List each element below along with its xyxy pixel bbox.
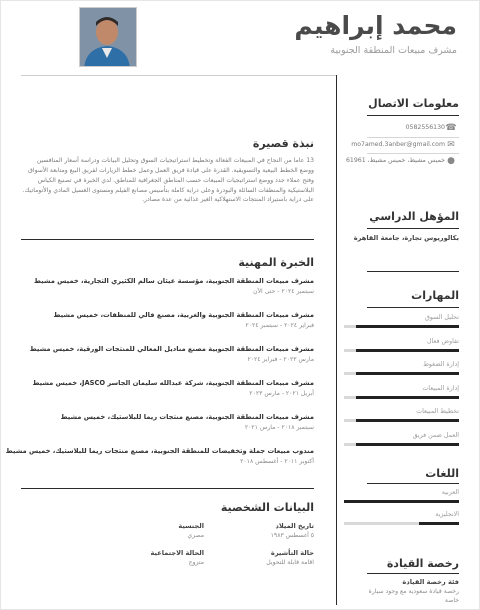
languages-rule <box>367 483 459 484</box>
license-detail: رخصة قيادة سعودية مع وجود سيارة خاصة <box>368 588 459 605</box>
column-divider <box>336 75 337 605</box>
skill-level-fill <box>356 372 460 375</box>
job-title: مشرف مبيعات المنطقة الجنوبية والغربية، مصنع فالي للمنظفات، خميس مشيط <box>53 311 314 319</box>
contact-address: خميس مشيط، خميس مشيط، 61961 <box>345 157 445 164</box>
job-dates: أبريل ٢٠٢١ - مارس ٢٠٢٣ <box>249 390 314 397</box>
email-icon: ✉ <box>447 140 455 150</box>
skill-level-fill <box>356 396 460 399</box>
skills-heading: المهارات <box>411 289 459 302</box>
language-level-fill <box>419 522 459 525</box>
license-type: فئة رخصة القيادة <box>402 578 459 586</box>
phone-icon: ☎ <box>445 123 457 133</box>
summary-rule <box>21 239 314 240</box>
skill-label: تحليل السوق <box>425 314 459 321</box>
skill-label: تفاوض فعال <box>426 337 459 345</box>
visa-status-label: حالة التأشيرة <box>270 549 314 557</box>
skill-level-fill <box>356 419 460 422</box>
contact-separator <box>367 137 459 138</box>
marital-status-value: متزوج <box>188 559 204 566</box>
birth-date-label: تاريخ الميلاد <box>275 522 314 530</box>
skill-level-bar <box>344 372 459 375</box>
candidate-job-title: مشرف مبيعات المنطقة الجنوبية <box>330 45 457 56</box>
marital-status-label: الحالة الاجتماعية <box>150 549 204 557</box>
language-level-bar <box>344 500 459 503</box>
skill-label: إدارة المبيعات <box>422 384 459 392</box>
skill-level-fill <box>356 443 460 446</box>
skill-level-fill <box>356 325 460 328</box>
license-heading: رخصة القيادة <box>386 557 459 570</box>
job-dates: سبتمبر ٢٠٢٤ - حتى الآن <box>253 288 314 295</box>
skill-level-bar <box>344 443 459 446</box>
language-level-bar <box>344 522 459 525</box>
skill-level-bar <box>344 396 459 399</box>
language-level-fill <box>344 500 459 503</box>
profile-photo-image <box>79 8 136 67</box>
skill-level-bar <box>344 419 459 422</box>
skills-rule <box>367 307 459 308</box>
job-dates: فبراير ٢٠٢٤ - سبتمبر ٢٠٢٤ <box>245 322 314 329</box>
skill-level-bar <box>344 349 459 352</box>
education-bottom-rule <box>367 271 459 272</box>
languages-heading: اللغات <box>425 467 459 480</box>
experience-rule <box>21 488 314 489</box>
skill-label: تخطيط المبيعات <box>416 408 459 415</box>
language-label: الانجليزية <box>435 511 459 518</box>
education-rule <box>367 228 459 229</box>
job-title: مشرف مبيعات المنطقة الجنوبية، مؤسسة عيثان سالم الكثيري التجارية، خميس مشيط <box>34 277 314 285</box>
job-dates: أكتوبر ٢٠١١ - أغسطس ٢٠١٨ <box>240 458 314 465</box>
job-title: مشرف مبيعات المنطقة الجنوبية، مصنع منتجات ريما للبلاستيك، خميس مشيط <box>60 413 314 421</box>
location-icon: ● <box>447 156 455 166</box>
nationality-value: مصري <box>187 532 204 539</box>
header-divider <box>21 75 337 76</box>
skill-label: إدارة الضغوط <box>423 361 459 368</box>
job-title: مشرف مبيعات المنطقة الجنوبية، شركة عبدالله سليمان الجاسر JASCO، خميس مشيط <box>32 379 314 387</box>
summary-heading: نبذة قصيرة <box>252 137 314 150</box>
job-dates: سبتمبر ٢٠١٨ - مارس ٢٠٢١ <box>244 424 314 431</box>
license-rule <box>367 573 459 574</box>
contact-email[interactable]: mo7amed.3anber@gmail.com <box>351 141 445 148</box>
contact-separator <box>367 153 459 154</box>
skill-level-fill <box>356 349 460 352</box>
skill-level-bar <box>344 325 459 328</box>
job-title: مندوب مبيعات جملة وتخفيضات للمنطقة الجنوبية، مصنع منتجات ريما للبلاستيك، خميس مشيط <box>5 447 314 455</box>
experience-heading: الخبرة المهنية <box>238 256 314 269</box>
education-degree: بكالوريوس تجارة، جامعة القاهرة <box>353 234 459 242</box>
nationality-label: الجنسية <box>178 522 204 530</box>
skill-label: العمل ضمن فريق <box>412 431 459 439</box>
personal-heading: البيانات الشخصية <box>220 501 314 514</box>
job-dates: مارس ٢٠٢٣ - فبراير ٢٠٢٤ <box>247 356 314 363</box>
job-title: مشرف مبيعات المنطقة الجنوبية مصنع مناديل المعالي للمنتجات الورقية، خميس مشيط <box>29 345 314 353</box>
contact-heading: معلومات الاتصال <box>368 97 459 110</box>
candidate-name: محمد إبراهيم <box>294 11 457 40</box>
language-label: العربية <box>441 489 459 496</box>
contact-phone[interactable]: 0582556130 <box>405 124 445 131</box>
birth-date-value: ٥ أغسطس ١٩٨٣ <box>270 532 314 539</box>
summary-text: 13 عاما من النجاح في المبيعات الفعالة وتخطيط استراتيجيات السوق وتحليل البيانات ودراسة أسعار المنافسين ووضع الخطط البيعية والتسويقية. القدرة على قيادة فريق العمل وعمل خطط الزيارات لفريق البيع ومتابعة الأسواق وفتح عملاء جدد ووضع استراتيجيات المبيعات حسب المناطق الجغرافية للمناطق. لدي الخبرة في تصنيع الكياس البلاستيكية والمنظفات السائلة والبودرة وعلى دراية كاملة بتأسيس مصانع الفيلم ومستوى الغسيل المادي والأتوماتيك. على دراية باستيراد المنتجات الاستهلاكية الغير غذائية من عدة مصادر. <box>22 157 314 204</box>
education-heading: المؤهل الدراسي <box>369 210 459 223</box>
contact-rule <box>367 115 459 116</box>
profile-photo <box>79 7 137 67</box>
visa-status-value: اقامة قابلة للتحويل <box>266 559 314 566</box>
